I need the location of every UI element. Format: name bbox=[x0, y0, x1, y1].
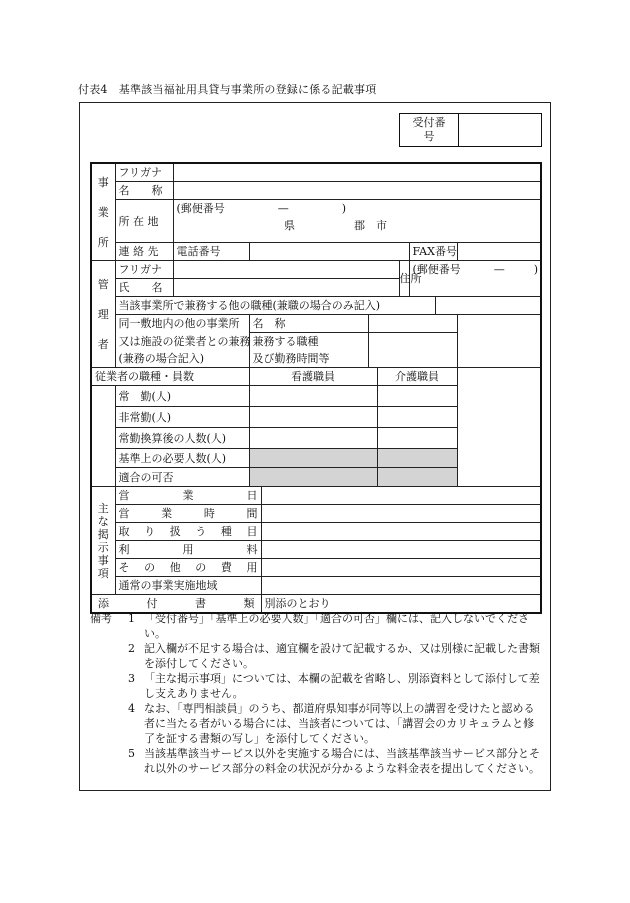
office-phone-label: 電話番号 bbox=[173, 243, 249, 261]
manager-postal-dash: — bbox=[493, 263, 505, 276]
staff-conformity-care bbox=[377, 468, 457, 487]
form-title: 付表4 基準該当福祉用具貸与事業所の登録に係る記載事項 bbox=[78, 83, 377, 96]
manager-furigana-field[interactable] bbox=[173, 261, 399, 279]
office-phone-field[interactable] bbox=[249, 243, 409, 261]
note-text: 「受付番号」「基準上の必要人数」「適合の可否」欄には、記入しないでください。 bbox=[144, 612, 529, 640]
note-number: 1 bbox=[128, 612, 135, 625]
note-item bbox=[90, 671, 542, 701]
staff-row-required: 基準上の必要人数(人) bbox=[115, 449, 249, 468]
receipt-box bbox=[399, 113, 542, 147]
staff-parttime-care[interactable] bbox=[377, 407, 457, 428]
office-postal-dash: — bbox=[277, 202, 289, 215]
note-number: 3 bbox=[128, 672, 135, 685]
manager-facility-name-field[interactable] bbox=[368, 315, 457, 333]
office-postal-prefix: (郵便番号 bbox=[176, 202, 225, 215]
staff-fte-care[interactable] bbox=[377, 428, 457, 449]
staff-row-fte: 常勤換算後の人数(人) bbox=[115, 428, 249, 449]
staff-row-fulltime: 常 勤(人) bbox=[115, 386, 249, 407]
staff-blank-area bbox=[457, 368, 541, 487]
notice-business-days-label: 営 業 日 bbox=[115, 487, 261, 505]
manager-job-hours-field[interactable] bbox=[368, 333, 457, 368]
staff-required-nurse bbox=[249, 449, 377, 468]
staff-required-care bbox=[377, 449, 457, 468]
notice-items-field[interactable] bbox=[261, 523, 541, 541]
notes-block bbox=[90, 611, 542, 776]
note-text: なお、「専門相談員」のうち、都道府県知事が同等以上の講習を受けたと認める者に当たる者がいる場合には、当該者については、「講習会のカリキュラムと修了を証する書類の写し」を添付してください。 bbox=[144, 702, 535, 745]
notice-business-hours-label: 営 業 時 間 bbox=[115, 505, 261, 523]
office-postal-suffix: ) bbox=[341, 202, 347, 215]
staff-col-nurse: 看護職員 bbox=[249, 368, 377, 386]
office-fax-field[interactable] bbox=[457, 243, 541, 261]
note-text: 記入欄が不足する場合は、適宜欄を設けて記載するか、又は別様に記載した書類を添付してください。 bbox=[144, 642, 540, 670]
office-furigana-field[interactable] bbox=[173, 163, 541, 182]
staff-indent bbox=[91, 386, 115, 487]
staff-conformity-nurse bbox=[249, 468, 377, 487]
notice-fee-field[interactable] bbox=[261, 541, 541, 559]
notices-section-label: 主 な 掲 示 事 項 bbox=[91, 487, 115, 595]
manager-same-site-label-2: 又は施設の従業者との兼務 bbox=[115, 333, 249, 351]
office-address-label: 所 在 地 bbox=[115, 200, 173, 243]
receipt-label: 受付番 号 bbox=[400, 114, 459, 147]
attachment-value: 別添のとおり bbox=[261, 595, 541, 614]
manager-address-label: 住所 bbox=[399, 261, 409, 297]
attachment-label: 添 付 書 類 bbox=[91, 595, 261, 614]
notes-label: 備考 bbox=[90, 612, 112, 625]
manager-name-label: 氏 名 bbox=[115, 279, 173, 297]
manager-concurrent-label: 当該事業所で兼務する他の職種(兼職の場合のみ記入) bbox=[115, 297, 435, 315]
office-postal-line[interactable] bbox=[173, 200, 541, 218]
notice-business-days-field[interactable] bbox=[261, 487, 541, 505]
note-item bbox=[90, 701, 542, 746]
manager-address-field[interactable] bbox=[409, 261, 541, 297]
notice-other-cost-label: そ の 他 の 費 用 bbox=[115, 559, 261, 577]
office-district-city: 郡 市 bbox=[354, 219, 387, 232]
office-address-extra[interactable] bbox=[173, 234, 541, 243]
notice-area-field[interactable] bbox=[261, 577, 541, 595]
manager-job-hours-label-2: 及び勤務時間等 bbox=[249, 350, 368, 368]
note-number: 5 bbox=[128, 747, 135, 760]
office-fax-label: FAX番号 bbox=[409, 243, 457, 261]
office-contact-label: 連 絡 先 bbox=[115, 243, 173, 261]
note-number: 2 bbox=[128, 642, 135, 655]
staff-col-care: 介護職員 bbox=[377, 368, 457, 386]
staff-fulltime-nurse[interactable] bbox=[249, 386, 377, 407]
note-item bbox=[90, 641, 542, 671]
manager-same-site-label-1: 同一敷地内の他の事業所 bbox=[115, 315, 249, 333]
staff-parttime-nurse[interactable] bbox=[249, 407, 377, 428]
manager-postal-suffix: ) bbox=[533, 263, 539, 276]
staff-row-conformity: 適合の可否 bbox=[115, 468, 249, 487]
notice-area-label: 通常の事業実施地域 bbox=[115, 577, 261, 595]
notice-fee-label: 利 用 料 bbox=[115, 541, 261, 559]
manager-name-field[interactable] bbox=[173, 279, 399, 297]
office-address-line[interactable] bbox=[173, 217, 541, 234]
manager-furigana-label: フリガナ bbox=[115, 261, 173, 279]
staff-header: 従業者の職種・員数 bbox=[91, 368, 249, 386]
notice-items-label: 取 り 扱 う 種 目 bbox=[115, 523, 261, 541]
staff-row-parttime: 非常勤(人) bbox=[115, 407, 249, 428]
notice-business-hours-field[interactable] bbox=[261, 505, 541, 523]
note-item bbox=[90, 746, 542, 776]
manager-concurrent-field[interactable] bbox=[435, 297, 541, 315]
manager-job-hours-label-1: 兼務する職種 bbox=[249, 333, 368, 351]
manager-section-label: 管 理 者 bbox=[91, 261, 115, 368]
office-prefecture: 県 bbox=[284, 219, 295, 232]
manager-facility-name-label: 名 称 bbox=[249, 315, 368, 333]
note-number: 4 bbox=[128, 702, 135, 715]
notice-other-cost-field[interactable] bbox=[261, 559, 541, 577]
note-text: 当該基準該当サービス以外を実施する場合には、当該基準該当サービス部分とそれ以外のサービス部分の料金の状況が分かるような料金表を提出してください。 bbox=[144, 747, 540, 775]
office-name-label: 名 称 bbox=[115, 182, 173, 200]
receipt-value[interactable] bbox=[459, 114, 542, 147]
office-furigana-label: フリガナ bbox=[115, 163, 173, 182]
manager-postal-prefix: (郵便番号 bbox=[412, 263, 461, 276]
manager-same-site-label-3: (兼務の場合記入) bbox=[115, 350, 249, 368]
office-name-field[interactable] bbox=[173, 182, 541, 200]
staff-fte-nurse[interactable] bbox=[249, 428, 377, 449]
note-item bbox=[90, 611, 542, 641]
registration-table bbox=[90, 162, 542, 614]
staff-fulltime-care[interactable] bbox=[377, 386, 457, 407]
note-text: 「主な掲示事項」については、本欄の記載を省略し、別添資料として添付して差し支えありません。 bbox=[144, 672, 540, 700]
office-section-label: 事 業 所 bbox=[91, 163, 115, 261]
